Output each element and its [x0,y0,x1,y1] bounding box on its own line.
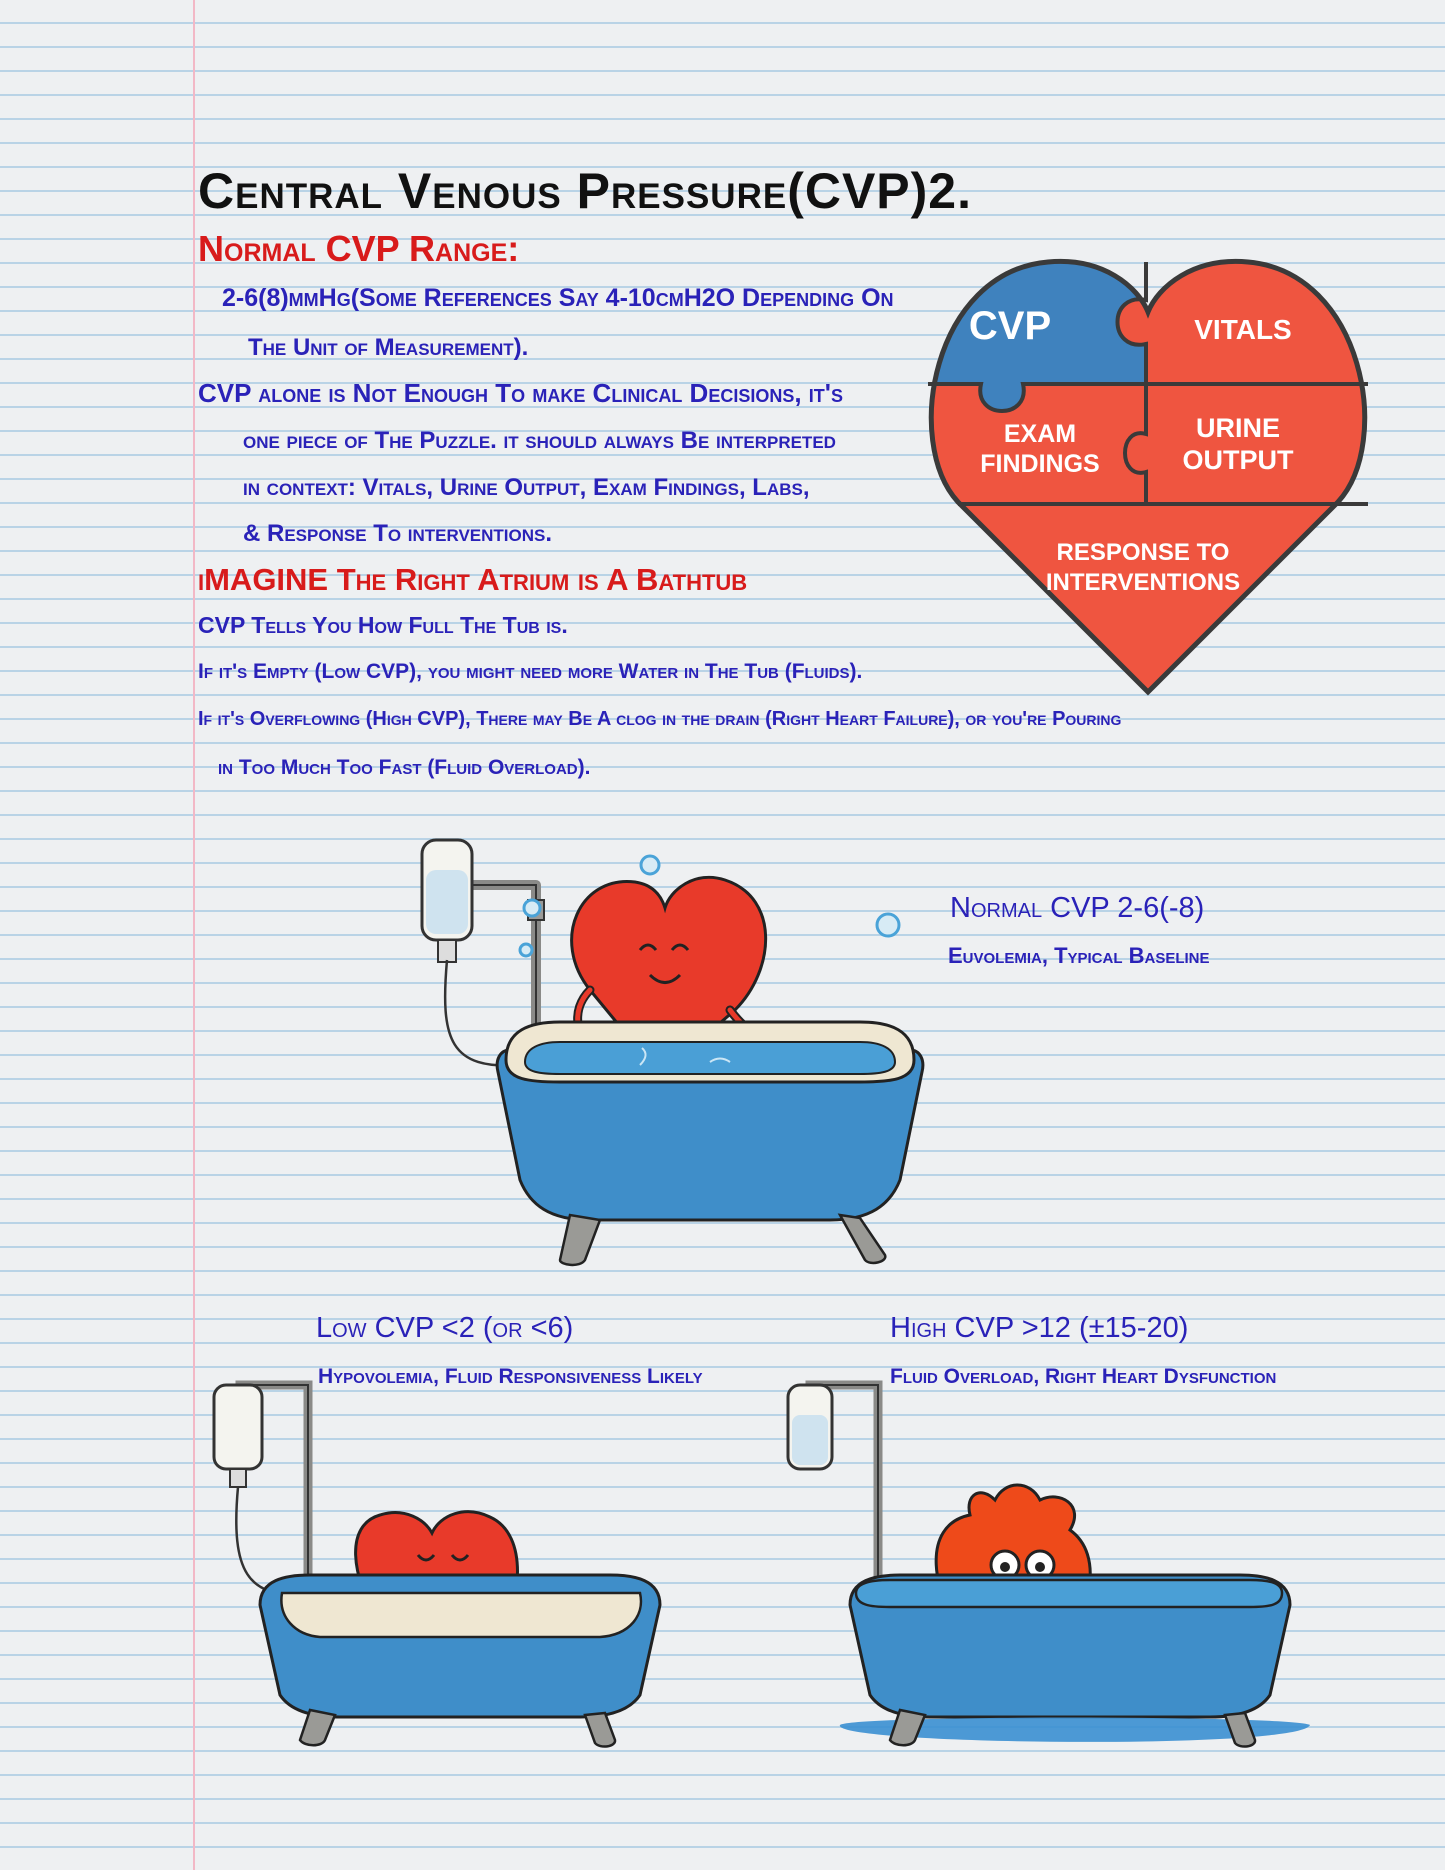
analogy-heading: iMAGINE The Right Atrium is A Bathtub [198,562,748,597]
high-cvp-illustration [770,1355,1340,1735]
puzzle-label-exam: EXAM [1003,420,1077,448]
high-cvp-title: High CVP >12 (±15-20) [890,1312,1189,1344]
heart-puzzle-graphic [928,252,1368,692]
normal-range-heading: Normal CVP Range: [198,228,520,269]
context-line-4: & Response To interventions. [243,520,553,547]
puzzle-label-urine: URINE [1195,413,1281,443]
analogy-line-4: in Too Much Too Fast (Fluid Overload). [218,756,591,779]
puzzle-label-cvp: CVP [968,304,1052,348]
puzzle-label-findings: FINDINGS [980,450,1100,478]
bathtub-high [840,1575,1310,1747]
puzzle-label-interventions: INTERVENTIONS [1045,569,1241,596]
normal-cvp-title: Normal CVP 2-6(-8) [950,892,1205,924]
high-cvp-subtitle: Fluid Overload, Right Heart Dysfunction [890,1365,1277,1388]
analogy-line-2: If it's Empty (Low CVP), you might need more Water in The Tub (Fluids). [198,660,863,683]
low-cvp-illustration [200,1355,720,1725]
iv-bag-icon [214,1385,262,1487]
low-cvp-subtitle: Hypovolemia, Fluid Responsiveness Likely [318,1365,703,1388]
low-cvp-title: Low CVP <2 (or <6) [316,1312,574,1344]
bathtub-low [260,1575,660,1747]
context-line-1: CVP alone is Not Enough To make Clinical Decisions, it's [198,378,843,408]
bathtub-normal [497,1022,923,1265]
puzzle-label-vitals: VITALS [1194,314,1292,345]
context-line-3: in context: Vitals, Urine Output, Exam Findings, Labs, [243,474,810,501]
analogy-line-3: If it's Overflowing (High CVP), There may Be A clog in the drain (Right Heart Failure), or you're Pouring [198,708,1122,730]
context-line-2: one piece of The Puzzle. it should always Be interpreted [243,427,836,454]
notebook-margin-line [193,0,195,1870]
normal-cvp-subtitle: Euvolemia, Typical Baseline [948,943,1210,968]
iv-bag-icon [422,840,472,962]
puzzle-label-output: OUTPUT [1182,445,1294,475]
puzzle-label-response: RESPONSE TO [1056,539,1230,566]
analogy-line-1: CVP Tells You How Full The Tub is. [198,612,568,638]
normal-cvp-illustration [410,810,1050,1270]
page-title: Central Venous Pressure(CVP)2. [198,163,973,219]
normal-range-line-1: 2-6(8)mmHg(Some References Say 4-10cmH2O Depending On [222,284,894,312]
normal-range-line-2: The Unit of Measurement). [248,334,529,361]
iv-bag-icon [788,1385,832,1469]
